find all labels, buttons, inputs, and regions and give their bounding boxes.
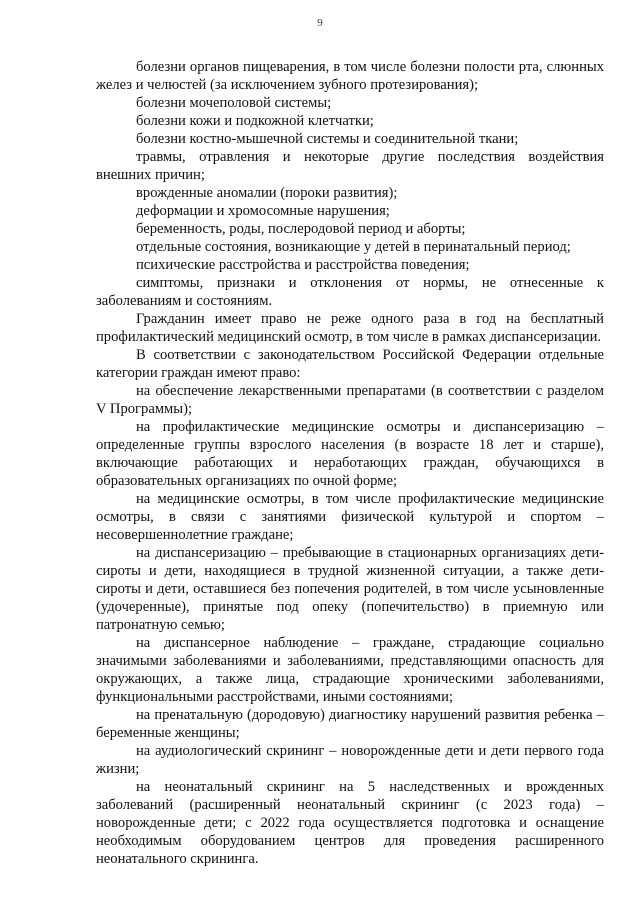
paragraph: деформации и хромосомные нарушения; xyxy=(136,203,390,219)
paragraph: на неонатальный скрининг на 5 наследственных и врожденных заболеваний (расширенный неонатальный скрининг (с 2023 года) – новорожденные дети; с 2022 года осуществляется подготовка и оснащение необходимым оборудованием центров для проведения расширенного неонатального скрининга. xyxy=(96,779,604,867)
paragraph: беременность, роды, послеродовой период и аборты; xyxy=(136,221,466,237)
paragraph: травмы, отравления и некоторые другие последствия воздействия внешних причин; xyxy=(96,149,604,183)
paragraph: на диспансерное наблюдение – граждане, страдающие социально значимыми заболеваниями и заболеваниями, представляющими опасность для окружающих, а также лица, страдающие хроническими заболеваниями, функциональными расстройствами, иными состояниями; xyxy=(96,635,604,705)
page-number: 9 xyxy=(317,17,323,29)
paragraph: на аудиологический скрининг – новорожденные дети и дети первого года жизни; xyxy=(96,743,604,777)
body-text xyxy=(96,58,604,868)
paragraph: отдельные состояния, возникающие у детей в перинатальный период; xyxy=(136,239,571,255)
paragraph: на диспансеризацию – пребывающие в стационарных организациях дети-сироты и дети, находящиеся в трудной жизненной ситуации, а также дети-сироты и дети, оставшиеся без попечения родителей, в том числе усыновленные (удочеренные), принятые под опеку (попечительство) в приемную или патронатную семью; xyxy=(96,545,604,633)
paragraph: на пренатальную (дородовую) диагностику нарушений развития ребенка – беременные женщины; xyxy=(96,707,604,741)
paragraph: Гражданин имеет право не реже одного раза в год на бесплатный профилактический медицинский осмотр, в том числе в рамках диспансеризации. xyxy=(96,311,604,345)
paragraph: на профилактические медицинские осмотры и диспансеризацию – определенные группы взрослого населения (в возрасте 18 лет и старше), включающие работающих и неработающих граждан, обучающихся в образовательных организациях по очной форме; xyxy=(96,419,604,489)
paragraph: болезни органов пищеварения, в том числе болезни полости рта, слюнных желез и челюстей (за исключением зубного протезирования); xyxy=(96,59,604,93)
paragraph: симптомы, признаки и отклонения от нормы, не отнесенные к заболеваниям и состояниям. xyxy=(96,275,604,309)
paragraph: на обеспечение лекарственными препаратами (в соответствии с разделом V Программы); xyxy=(96,383,604,417)
paragraph: болезни костно-мышечной системы и соединительной ткани; xyxy=(136,131,519,147)
paragraph: на медицинские осмотры, в том числе профилактические медицинские осмотры, в связи с занятиями физической культурой и спортом – несовершеннолетние граждане; xyxy=(96,491,604,543)
paragraph: болезни мочеполовой системы; xyxy=(136,95,332,111)
paragraph: врожденные аномалии (пороки развития); xyxy=(136,185,398,201)
paragraph: В соответствии с законодательством Российской Федерации отдельные категории граждан имеют право: xyxy=(96,347,604,381)
paragraph: болезни кожи и подкожной клетчатки; xyxy=(136,113,374,129)
paragraph: психические расстройства и расстройства поведения; xyxy=(136,257,470,273)
